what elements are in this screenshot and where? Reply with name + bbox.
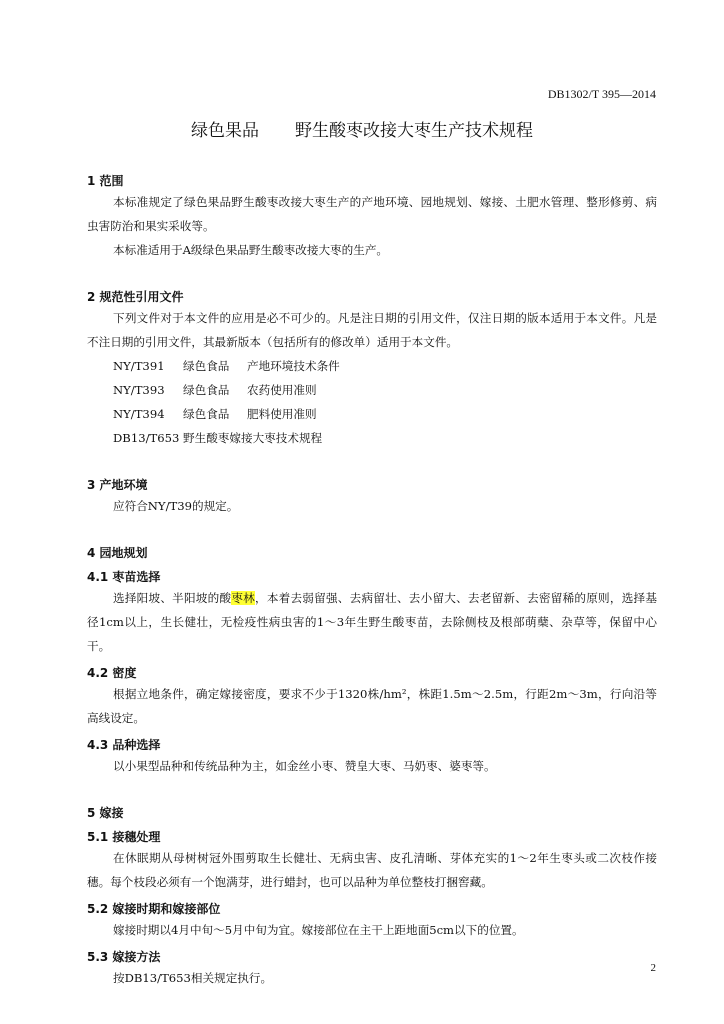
variety-paragraph: 以小果型品种和传统品种为主，如金丝小枣、赞皇大枣、马奶枣、婆枣等。 bbox=[113, 759, 496, 773]
seedling-text-pre: 选择阳坡、半阳坡的酸 bbox=[113, 591, 232, 605]
reference-item bbox=[87, 378, 657, 402]
section-heading-planning: 4 园地规划 bbox=[87, 546, 148, 560]
reference-title: 产地环境技术条件 bbox=[247, 359, 340, 373]
reference-category: 绿色食品 bbox=[183, 407, 230, 421]
highlighted-term: 枣林 bbox=[231, 591, 255, 605]
section-heading-references: 2 规范性引用文件 bbox=[87, 290, 184, 304]
scope-paragraph-1: 本标准规定了绿色果品野生酸枣改接大枣生产的产地环境、园地规划、嫁接、土肥水管理、整形修剪、病虫害防治和果实采收等。 bbox=[87, 195, 657, 233]
environment-paragraph: 应符合NY/T39的规定。 bbox=[113, 499, 239, 513]
scope-paragraph-2: 本标准适用于A级绿色果品野生酸枣改接大枣的生产。 bbox=[113, 243, 389, 257]
reference-code: NY/T391 bbox=[113, 359, 165, 373]
reference-title: 肥料使用准则 bbox=[247, 407, 317, 421]
reference-code: NY/T394 bbox=[113, 407, 165, 421]
section-heading-environment: 3 产地环境 bbox=[87, 478, 148, 492]
reference-item bbox=[87, 402, 657, 426]
page-number: 2 bbox=[650, 962, 656, 974]
density-paragraph: 根据立地条件，确定嫁接密度，要求不少于1320株/hm²，株距1.5m～2.5m，行距2m～3m，行向沿等高线设定。 bbox=[87, 687, 657, 725]
standard-number: DB1302/T 395—2014 bbox=[547, 87, 656, 101]
section-heading-grafting: 5 嫁接 bbox=[87, 806, 124, 820]
subsection-heading-seedling: 4.1 枣苗选择 bbox=[87, 570, 161, 584]
references-intro: 下列文件对于本文件的应用是必不可少的。凡是注日期的引用文件，仅注日期的版本适用于本文件。凡是不注日期的引用文件，其最新版本（包括所有的修改单）适用于本文件。 bbox=[87, 311, 657, 349]
section-heading-scope: 1 范围 bbox=[87, 174, 124, 188]
subsection-heading-variety: 4.3 品种选择 bbox=[87, 738, 161, 752]
reference-title: 农药使用准则 bbox=[247, 383, 317, 397]
reference-category: 绿色食品 bbox=[183, 383, 230, 397]
timing-paragraph: 嫁接时期以4月中旬～5月中旬为宜。嫁接部位在主干上距地面5cm以下的位置。 bbox=[113, 923, 524, 937]
reference-item bbox=[87, 426, 657, 450]
seedling-text-post: ，本着去弱留强、去病留壮、去小留大、去老留新、去密留稀的原则，选择基径1cm以上，生长健壮，无检疫性病虫害的1～3年生野生酸枣苗，去除侧枝及根部萌蘖、杂草等，保留中心干。 bbox=[87, 591, 657, 653]
seedling-paragraph bbox=[87, 586, 657, 658]
subsection-heading-scion: 5.1 接穗处理 bbox=[87, 830, 161, 844]
reference-code: DB13/T653 bbox=[113, 431, 180, 445]
subsection-heading-density: 4.2 密度 bbox=[87, 666, 137, 680]
scion-paragraph: 在休眠期从母树树冠外围剪取生长健壮、无病虫害、皮孔清晰、芽体充实的1～2年生枣头或二次枝作接穗。每个枝段必须有一个饱满芽，进行蜡封，也可以品种为单位整枝打捆窖藏。 bbox=[87, 851, 657, 889]
subsection-heading-method: 5.3 嫁接方法 bbox=[87, 950, 161, 964]
title-category: 绿色果品 bbox=[191, 121, 259, 141]
reference-item bbox=[87, 354, 657, 378]
reference-category: 绿色食品 bbox=[183, 359, 230, 373]
subsection-heading-timing: 5.2 嫁接时期和嫁接部位 bbox=[87, 902, 221, 916]
document-body bbox=[87, 172, 657, 990]
reference-code: NY/T393 bbox=[113, 383, 165, 397]
document-title bbox=[0, 116, 724, 141]
title-main: 野生酸枣改接大枣生产技术规程 bbox=[295, 121, 533, 141]
method-paragraph: 按DB13/T653相关规定执行。 bbox=[113, 971, 273, 985]
reference-title: 野生酸枣嫁接大枣技术规程 bbox=[183, 431, 323, 445]
